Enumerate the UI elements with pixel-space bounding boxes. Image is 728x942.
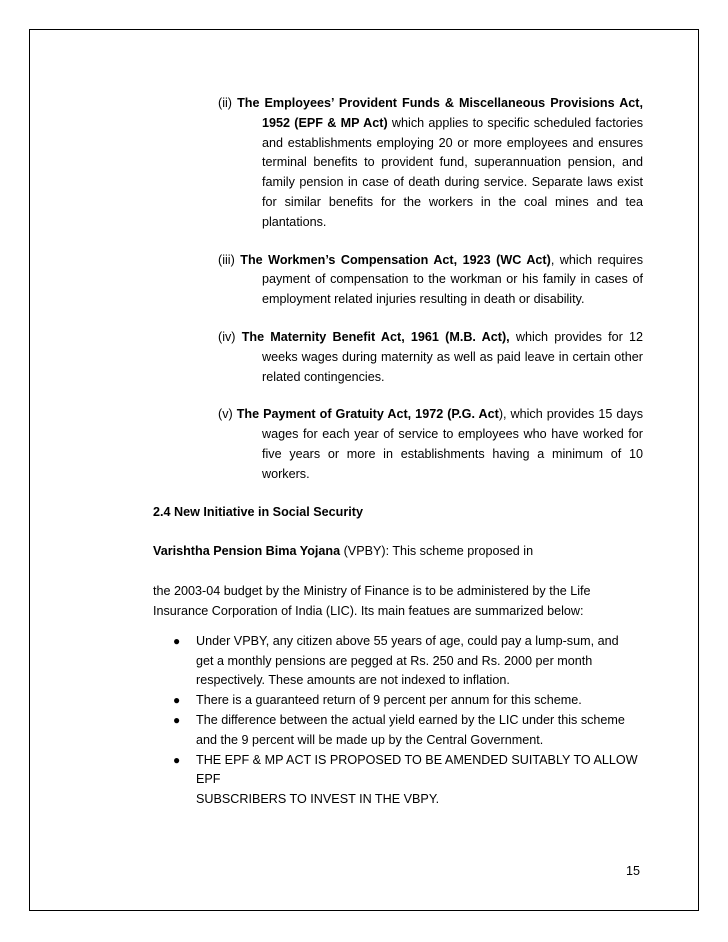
scheme-intro-text: (VPBY): This scheme proposed in xyxy=(340,544,534,559)
bullet-line: SUBSCRIBERS TO INVEST IN THE VBPY. xyxy=(196,792,440,807)
act-item-ii xyxy=(218,94,643,233)
act-item-iii xyxy=(218,251,643,310)
bullet-icon: ● xyxy=(173,752,181,767)
list-item xyxy=(153,751,643,810)
scheme-name: Varishtha Pension Bima Yojana xyxy=(153,544,341,559)
list-item xyxy=(153,711,643,751)
bullet-line: The difference between the actual yield earned by the LIC under this scheme xyxy=(196,712,625,727)
act-item-iv xyxy=(218,328,643,387)
scheme-intro xyxy=(153,542,643,562)
act-title: The Maternity Benefit Act, 1961 (M.B. Act), xyxy=(241,329,510,344)
act-title: The Employees’ Provident Funds & Miscellaneous Provisions Act, 1952 (EPF & MP Act) xyxy=(237,96,643,130)
paragraph-line: the 2003-04 budget by the Ministry of Finance is to be administered by the Life xyxy=(153,584,591,599)
features-list xyxy=(153,632,643,810)
scheme-paragraph xyxy=(153,582,643,622)
bullet-icon: ● xyxy=(173,693,181,708)
act-numeral: (iii) xyxy=(218,252,235,267)
bullet-line: Under VPBY, any citizen above 55 years of age, could pay a lump-sum, and xyxy=(196,633,619,648)
act-numeral: (iv) xyxy=(218,329,236,344)
page-content xyxy=(153,94,643,810)
bullet-icon: ● xyxy=(173,633,181,648)
act-numeral: (v) xyxy=(218,407,233,422)
act-text: ), which provides 15 days wages for each year of service to employees who have worked for five years or more in establishments having a minimum of 10 workers. xyxy=(262,407,643,481)
act-item-v xyxy=(218,405,643,484)
act-text: which applies to specific scheduled factories and establishments employing 20 or more employees and ensures terminal benefits to provident fund, superannuation pension, and family pension in case of death during service. Separate laws exist for similar benefits for the workers in the coal mines and tea plantations. xyxy=(262,115,643,229)
bullet-line: THE EPF & MP ACT IS PROPOSED TO BE AMENDED SUITABLY TO ALLOW EPF xyxy=(196,752,638,787)
list-item xyxy=(153,691,643,711)
bullet-line: respectively. These amounts are not indexed to inflation. xyxy=(196,673,510,688)
bullet-line: and the 9 percent will be made up by the Central Government. xyxy=(196,732,544,747)
act-title: The Workmen’s Compensation Act, 1923 (WC Act) xyxy=(240,252,551,267)
bullet-icon: ● xyxy=(173,712,181,727)
act-text: which provides for 12 weeks wages during maternity as well as paid leave in certain other related contingencies. xyxy=(262,329,643,384)
page-number: 15 xyxy=(626,864,641,878)
paragraph-line: Insurance Corporation of India (LIC). Its main featues are summarized below: xyxy=(153,603,584,618)
bullet-line: There is a guaranteed return of 9 percent per annum for this scheme. xyxy=(196,693,582,708)
act-numeral: (ii) xyxy=(218,96,232,110)
act-text: , which requires payment of compensation to the workman or his family in cases of employment related injuries resulting in death or disability. xyxy=(262,252,643,307)
section-heading: 2.4 New Initiative in Social Security xyxy=(153,504,363,519)
bullet-line: get a monthly pensions are pegged at Rs. 250 and Rs. 2000 per month xyxy=(196,653,593,668)
act-title: The Payment of Gratuity Act, 1972 (P.G. Act xyxy=(236,407,499,422)
list-item xyxy=(153,632,643,691)
